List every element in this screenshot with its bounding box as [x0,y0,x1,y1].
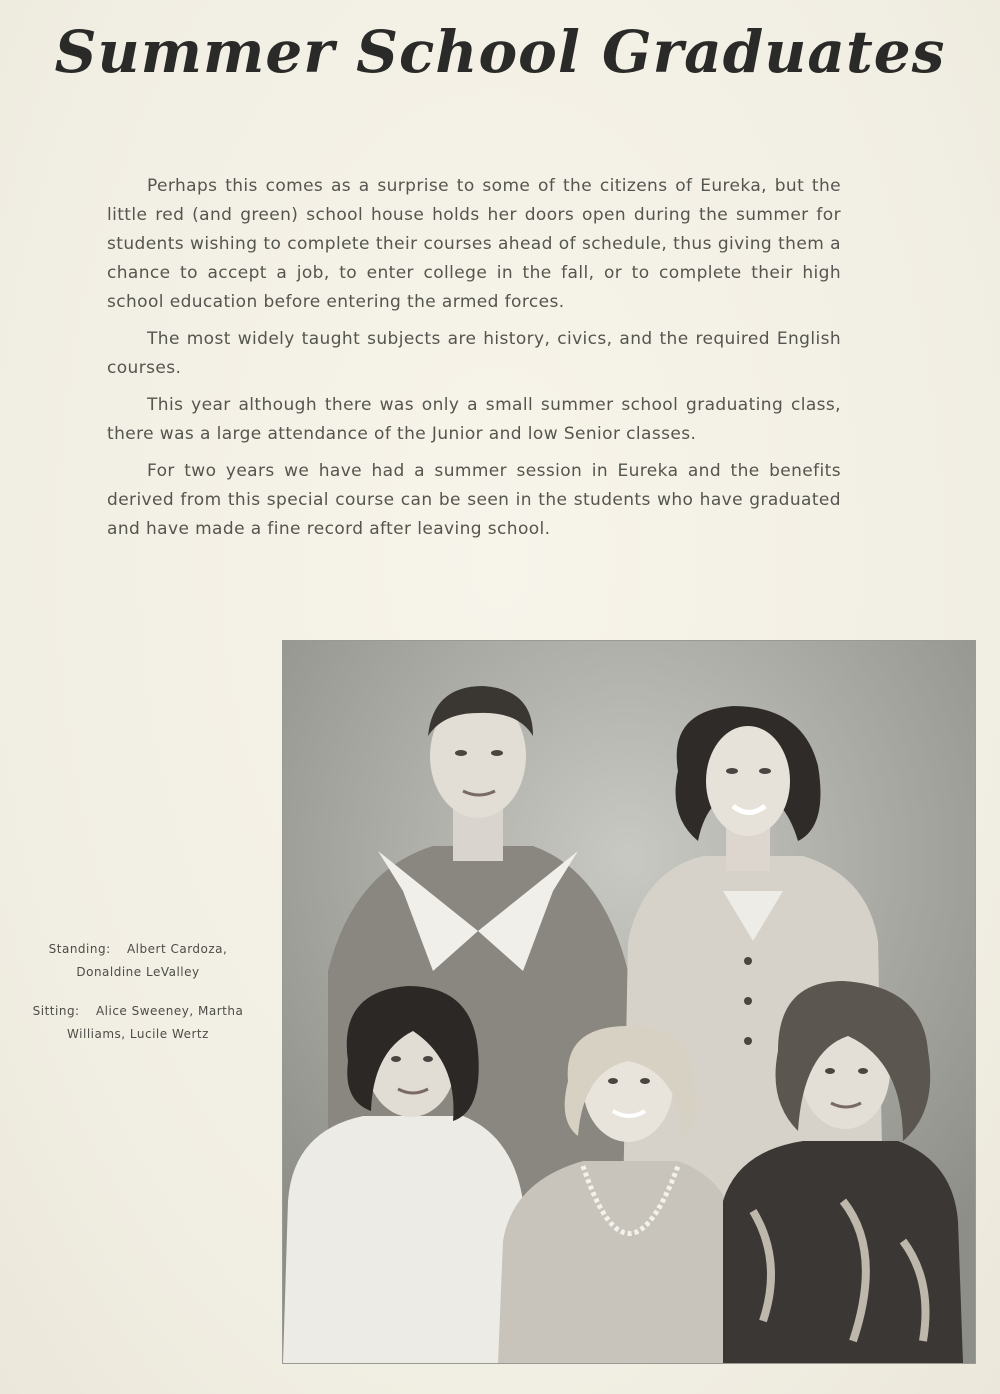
paragraph: The most widely taught subjects are history, civics, and the required English courses. [107,329,841,378]
paragraph: Perhaps this comes as a surprise to some of the citizens of Eureka, but the little red (and green) school house holds her doors open during the summer for students wishing to complete their courses ahead of schedule, thus giving them a chance to accept a job, to enter college in the fall, or to complete their high school education before entering the armed forces. [107,176,841,312]
page-title: Summer School Graduates [54,18,946,86]
caption-standing-names: Albert Cardoza, Donaldine LeValley [76,942,228,979]
caption-sitting [28,1000,248,1046]
paragraph: For two years we have had a summer session in Eureka and the benefits derived from this special course can be seen in the students who have graduated and have made a fine record after leaving school. [107,461,841,539]
article-body [107,172,841,552]
caption-sitting-label: Sitting: [32,1004,80,1018]
group-photo [283,641,975,1363]
photo-caption [28,938,248,1046]
paragraph: This year although there was only a small summer school graduating class, there was a large attendance of the Junior and low Senior classes. [107,395,841,444]
group-photo-illustration [283,641,975,1363]
caption-standing [28,938,248,984]
caption-standing-label: Standing: [48,942,111,956]
caption-sitting-names: Alice Sweeney, Martha Williams, Lucile Wertz [67,1004,244,1041]
